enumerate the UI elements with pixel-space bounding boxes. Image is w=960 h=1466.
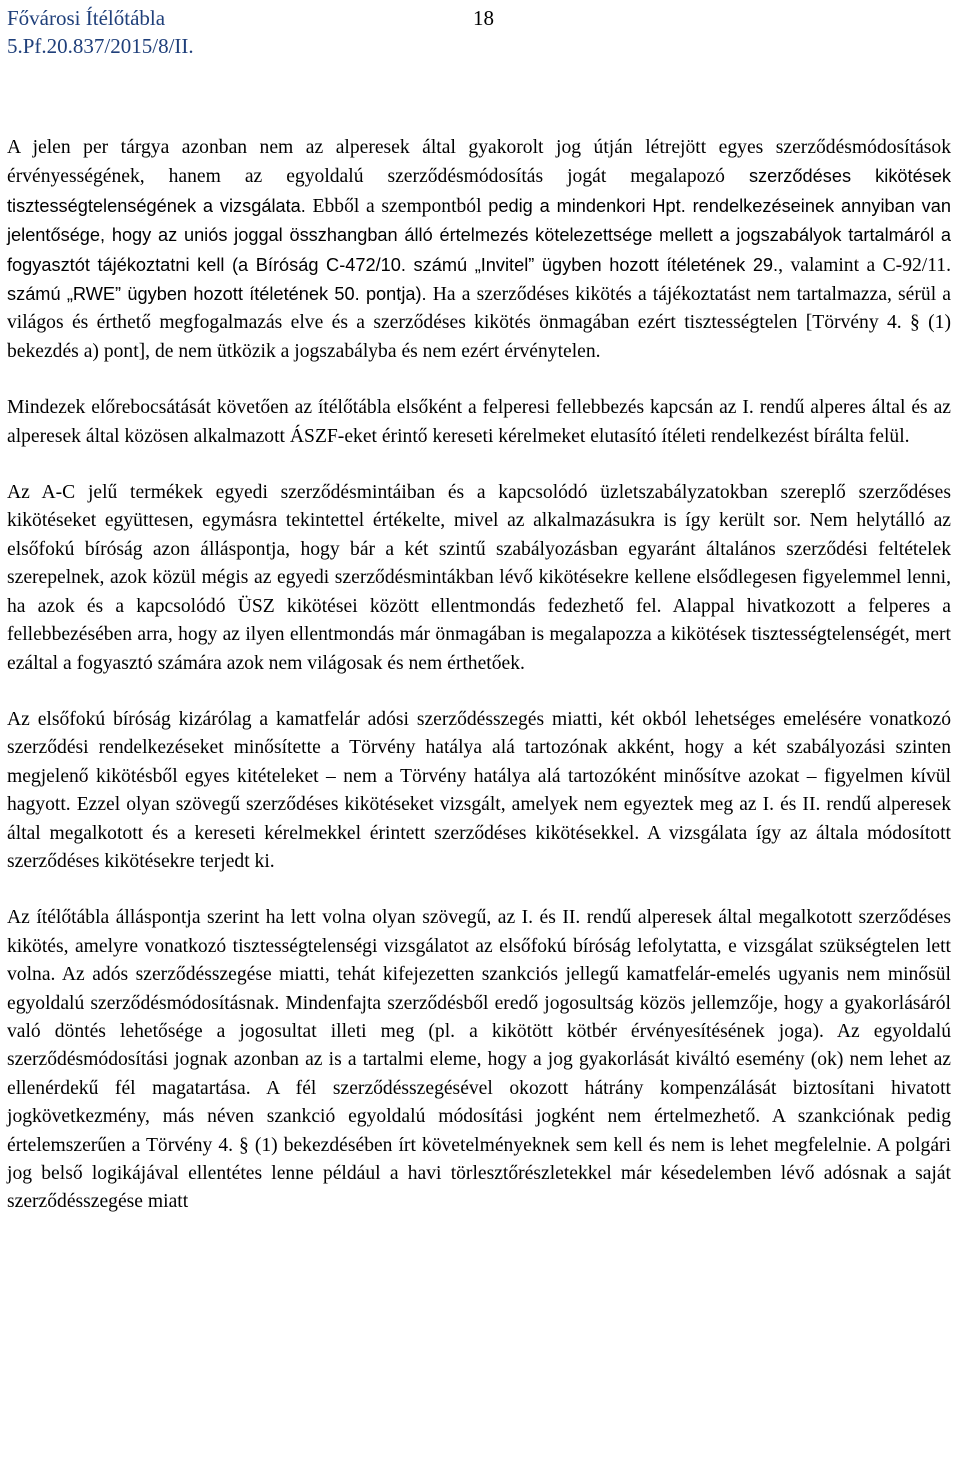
page-number: 18 bbox=[473, 6, 494, 30]
paragraph-text-run: számú „RWE” ügyben hozott ítéletének 50. pontja). bbox=[7, 284, 427, 305]
case-number: 5.Pf.20.837/2015/8/II. bbox=[7, 34, 194, 58]
paragraph bbox=[7, 904, 951, 1216]
paragraph-text-run: , valamint a C-92/11. bbox=[778, 254, 952, 276]
paragraph bbox=[7, 706, 951, 876]
paragraph bbox=[7, 479, 951, 678]
court-name: Fővárosi Ítélőtábla bbox=[7, 6, 166, 30]
paragraph-text-run: A jelen per tárgya azonban nem az alperesek által gyakorolt jog útján létrejött egyes szerződésmódosítások érvényességének, hanem az egyoldalú szerződésmódosítás jogát megalapozó bbox=[7, 137, 951, 188]
paragraph-text-run: szerződéses kikötések tisztességtelenségének a vizsgálata. bbox=[7, 166, 951, 216]
paragraph-text-run: Mindezek előrebocsátását követően az ítélőtábla elsőként a felperesi fellebbezés kapcsán az I. rendű alperes által és az alperesek által közösen alkalmazott ÁSZF-eket érintő kereseti kérelmeket elutasító ítéleti rendelkezést bírálta felül. bbox=[7, 397, 951, 447]
page-header bbox=[7, 4, 947, 64]
document-body bbox=[7, 134, 951, 1217]
paragraph bbox=[7, 394, 951, 451]
paragraph-text-run: Ebből a szempontból bbox=[305, 195, 489, 217]
paragraph-text-run: Ha a szerződéses kikötés a tájékoztatást nem tartalmazza, sérül a világos és érthető megfogalmazás elve és a szerződéses kikötés önmagában ezért tisztességtelen [Törvény 4. § (1) bekezdés a) pont], de nem ütközik a jogszabályba és nem ezért érvénytelen. bbox=[7, 284, 951, 362]
paragraph bbox=[7, 134, 951, 366]
paragraph-text-run: Az ítélőtábla álláspontja szerint ha lett volna olyan szövegű, az I. és II. rendű alperesek által megalkotott szerződéses kikötés, amelyre vonatkozó tisztességtelenségi vizsgálatot az elsőfokú bíróság lefolytatta, e vizsgálat szükségtelen lett volna. Az adós szerződésszegése miatti, tehát kifejezetten szankciós jellegű kamatfelár-emelés ugyanis nem minősül egyoldalú szerződésmódosításnak. Mindenfajta szerződésből eredő jogosultság közös jellemzője, hogy a gyakorlásáról való döntés lehetősége a jogosultat illeti meg (pl. a kikötött kötbér érvényesítésének joga). Az egyoldalú szerződésmódosítási jognak azonban az is a tartalmi eleme, hogy a jog gyakorlását kiváltó esemény (ok) nem lehet az ellenérdekű fél magatartása. A fél szerződésszegésével okozott hátrány kompenzálását biztosítani hivatott jogkövetkezmény, más néven szankció egyoldalú módosítási jogként nem értelmezhető. A szankciónak pedig értelemszerűen a Törvény 4. § (1) bekezdésében írt követelményeknek sem kell és nem is lehet megfelelnie. A polgári jog belső logikájával ellentétes lenne például a havi törlesztőrészletekkel már késedelemben lévő adósnak a saját szerződésszegése miatt bbox=[7, 907, 951, 1213]
paragraph-text-run: pedig a mindenkori Hpt. rendelkezéseinek annyiban van jelentősége, hogy az uniós joggal összhangban álló értelmezés kötelezettsége mellett a jogszabályok tartalmáról a fogyasztót tájékoztatni kell (a Bíróság C-472/10. számú „Invitel” ügyben hozott ítéletének 29. bbox=[7, 195, 952, 275]
paragraph-text-run: Az elsőfokú bíróság kizárólag a kamatfelár adósi szerződésszegés miatti, két okból lehetséges emelésére vonatkozó szerződési rendelkezéseket minősítette a Törvény hatálya alá tartozónak akként, hogy a két szabályozási szinten megjelenő kikötésből egyes kitételeket – nem a Törvény hatálya alá tartozóként minősítve azokat – figyelmen kívül hagyott. Ezzel olyan szövegű szerződéses kikötéseket vizsgált, amelyek nem egyeztek meg az I. és II. rendű alperesek által megalkotott és a kereseti kérelmekkel érintett szerződéses kikötésekkel. A vizsgálata így az általa módosított szerződéses kikötésekre terjedt ki. bbox=[7, 708, 951, 872]
paragraph-text-run: Az A-C jelű termékek egyedi szerződésmintáiban és a kapcsolódó üzletszabályzatokban szereplő szerződéses kikötéseket együttesen, egymásra tekintettel értékelte, mivel az alkalmazásukra is így került sor. Nem helytálló az elsőfokú bíróság azon álláspontja, hogy bár a két szintű szabályozásban egyaránt általános szerződési feltételek szerepelnek, azok közül mégis az egyedi szerződésmintákban lévő kikötésekre kellene elsődlegesen figyelemmel lenni, ha azok és a kapcsolódó ÜSZ kikötései között ellentmondás fedezhető fel. Alappal hivatkozott a felperes a fellebbezésében arra, hogy az ilyen ellentmondás már önmagában is megalapozza a kikötések tisztességtelenségét, mert ezáltal a fogyasztó számára azok nem világosak és nem érthetőek. bbox=[7, 482, 951, 674]
